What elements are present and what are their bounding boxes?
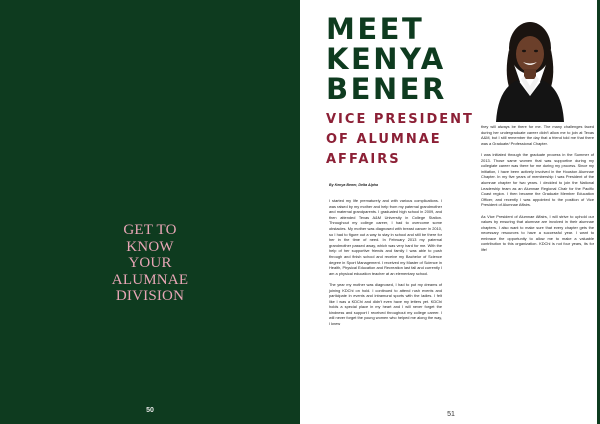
article-paragraph: I was initiated through the graduate process in the Summer of 2013. Those same women that was supportive during my collegiate career was there for me during my process. Since my initiation, I have been actively involved in the Houston Alumnae Chapter. In my five years of membership I was President of the alumnae chapter for two years. I decided to join the National Leadership team as an Alumnae Regional Chair for the Pacific Coast region. I then became the Graduate Member Education Officer, and recently I was appointed to the position of Vice President of Alumnae Affairs. [481, 151, 594, 208]
right-page [300, 0, 600, 424]
article-column-right [481, 124, 594, 258]
left-page-title [94, 222, 206, 305]
article-column-left [329, 198, 442, 332]
left-title-line: KNOW [126, 238, 174, 255]
article-subhead [326, 110, 476, 170]
left-title-line: YOUR [128, 255, 172, 271]
left-title-line: GET TO [123, 222, 177, 238]
headline-line: BENER [326, 72, 447, 106]
subhead-line: AFFAIRS [326, 152, 401, 167]
article-paragraph: The year my mother was diagnosed, I had to put my dreams of joining KDChi on hold. I continued to attend rush events and participate in events and intramural sports with the ladies. I felt like I was a KDChi and didn't even have my letters yet. KDChi holds a special place in my heart and I will never forget the kindness and support I received throughout my college career. I will never forget the young women who helped me along the way, I knew [329, 281, 442, 327]
portrait-illustration [490, 12, 570, 122]
portrait-photo [490, 12, 570, 122]
article-paragraph: they will always be there for me. The many challenges faced during her undergraduate career didn't allow me to join at Texas A&M, but I still remember the day that a friend told me that there was a Graduate/ Professional Chapter. [481, 124, 594, 146]
article-byline: By Kenya Bener, Delta Alpha [329, 183, 378, 187]
subhead-line: VICE PRESIDENT [326, 112, 474, 127]
headline-line: MEET [326, 12, 425, 46]
left-title-line: DIVISION [115, 288, 185, 304]
subhead-line: OF ALUMNAE [326, 132, 442, 147]
article-headline [326, 14, 496, 104]
article-paragraph: As Vice President of Alumnae Affairs, I will strive to uphold our values by ensuring that alumnae are involved in their alumnae chapters. I also want to make sure that every chapter gets the necessary resources to have a successful year. I want to embrace the opportunity to allow me to make a valuable contribution to this organization. KDChi is not four years, its for life! [481, 213, 594, 253]
left-title-line: ALUMNAE [111, 271, 189, 288]
right-page-number: 51 [447, 411, 455, 418]
headline-line: KENYA [326, 42, 446, 76]
article-paragraph: I started my life prematurely and with various complications. I was raised by my mother and help from my paternal grandmother and maternal grandparents. I graduated high school in 2009, and then attended Texas A&M University in College Station. Throughout my college career, I had to overcome some obstacles. My mother was diagnosed with breast cancer in 2010, so I had to figure out a way to stay in school and still be there for her in the time of need. In February 2013 my paternal grandmother passed away, which was very hard for me. With the help of her supportive friends and family I was able to push through and finish school and receive my Bachelor of Science degree in Sport Management. I received my Master of Science in Health, Physical Education and Recreation last fall and currently I am a physical education teacher at an elementary school. [329, 198, 442, 276]
left-page-number: 50 [146, 407, 154, 414]
